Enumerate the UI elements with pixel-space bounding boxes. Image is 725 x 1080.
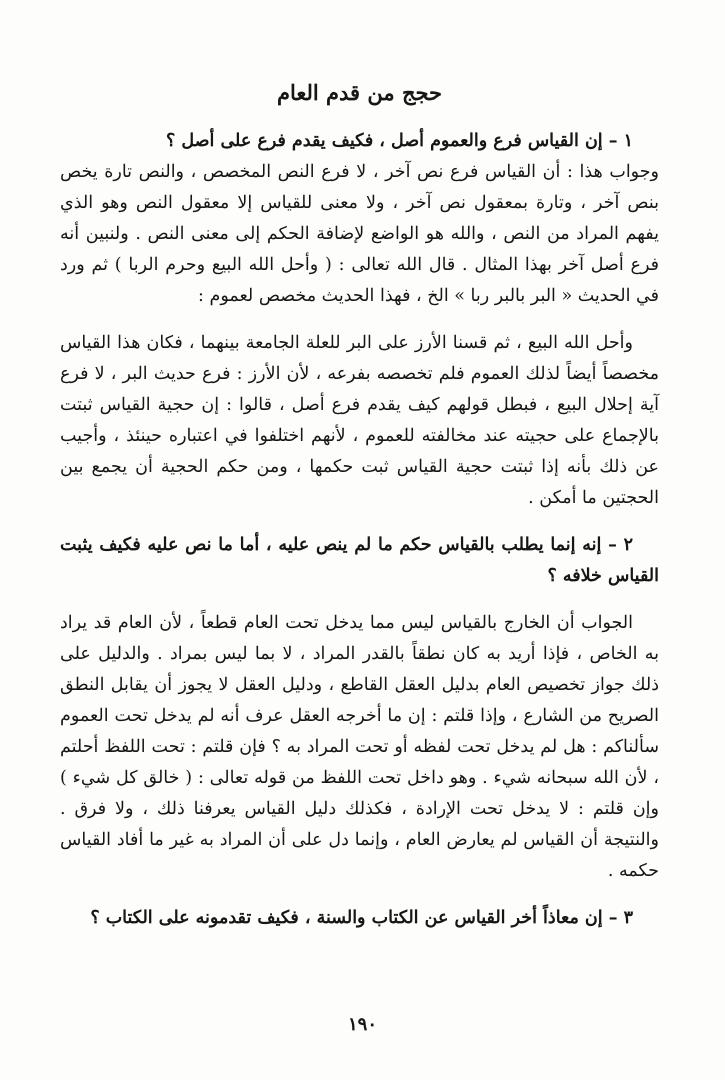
answer-2-paragraph: الجواب أن الخارج بالقياس ليس مما يدخل تحت العام قطعاً ، لأن العام قد يراد به الخاص ، فإذا أريد به كان نطقاً بالقدر المراد ، لا بما ليس بمراد . والدليل على ذلك جواز تخصيص العام بدليل العقل القاطع ، ودليل العقل لا يجوز أن يقابل النطق الصريح من الشارع ، وإذا قلتم : إن ما أخرجه العقل عرف أنه لم يدخل تحت العموم سألناكم : هل لم يدخل تحت لفظه أو تحت المراد به ؟ فإن قلتم : تحت اللفظ أحلتم ، لأن الله سبحانه شيء . وهو داخل تحت اللفظ من قوله تعالى : ( خالق كل شيء ) وإن قلتم : لا يدخل تحت الإرادة ، فكذلك دليل القياس يعرفنا ذلك ، ولا فرق . والنتيجة أن القياس لم يعارض العام ، وإنما دل على أن المراد به غير ما أفاد القياس حكمه . xyxy=(60,613,659,881)
page-number: ١٩٠ xyxy=(347,1014,377,1035)
question-1: ١ – إن القياس فرع والعموم أصل ، فكيف يقدم فرع على أصل ؟ xyxy=(166,131,633,151)
answer-1-paragraph: وجواب هذا : أن القياس فرع نص آخر ، لا فرع النص المخصص ، والنص تارة يخص بنص آخر ، وتارة بمعقول نص آخر ، ولا معنى للقياس إلا معقول النص وهو الذي يفهم المراد من النص ، والله هو الواضع لإضافة الحكم إلى معنى النص . ولنبين أنه فرع أصل آخر بهذا المثال . قال الله تعالى : ( وأحل الله البيع وحرم الربا ) ثم ورد في الحديث « البر بالبر ربا » الخ ، فهذا الحديث مخصص لعموم : xyxy=(60,162,659,306)
page-title: حجج من قدم العام xyxy=(276,80,443,105)
answer-1-continued-paragraph: وأحل الله البيع ، ثم قسنا الأرز على البر للعلة الجامعة بينهما ، فكان هذا القياس مخصصاً أيضاً لذلك العموم فلم تخصصه بفرعه ، لأن الأرز : فرع حديث البر ، لا فرع آية إحلال البيع ، فبطل قولهم كيف يقدم فرع أصل ، قالوا : إن حجية القياس ثبتت بالإجماع على حجيته عند مخالفته للعموم ، لأنهم اختلفوا في اعتباره حينئذ ، وأجيب عن ذلك بأنه إذا ثبتت حجية القياس ثبت حكمها ، ومن حكم الحجية أن يجمع بين الحجتين ما أمكن . xyxy=(60,333,659,508)
question-3: ٣ – إن معاذاً أخر القياس عن الكتاب والسنة ، فكيف تقدمونه على الكتاب ؟ xyxy=(90,908,633,928)
question-2: ٢ – إنه إنما يطلب بالقياس حكم ما لم ينص عليه ، أما ما نص عليه فكيف يثبت القياس خلافه ؟ xyxy=(60,535,659,586)
